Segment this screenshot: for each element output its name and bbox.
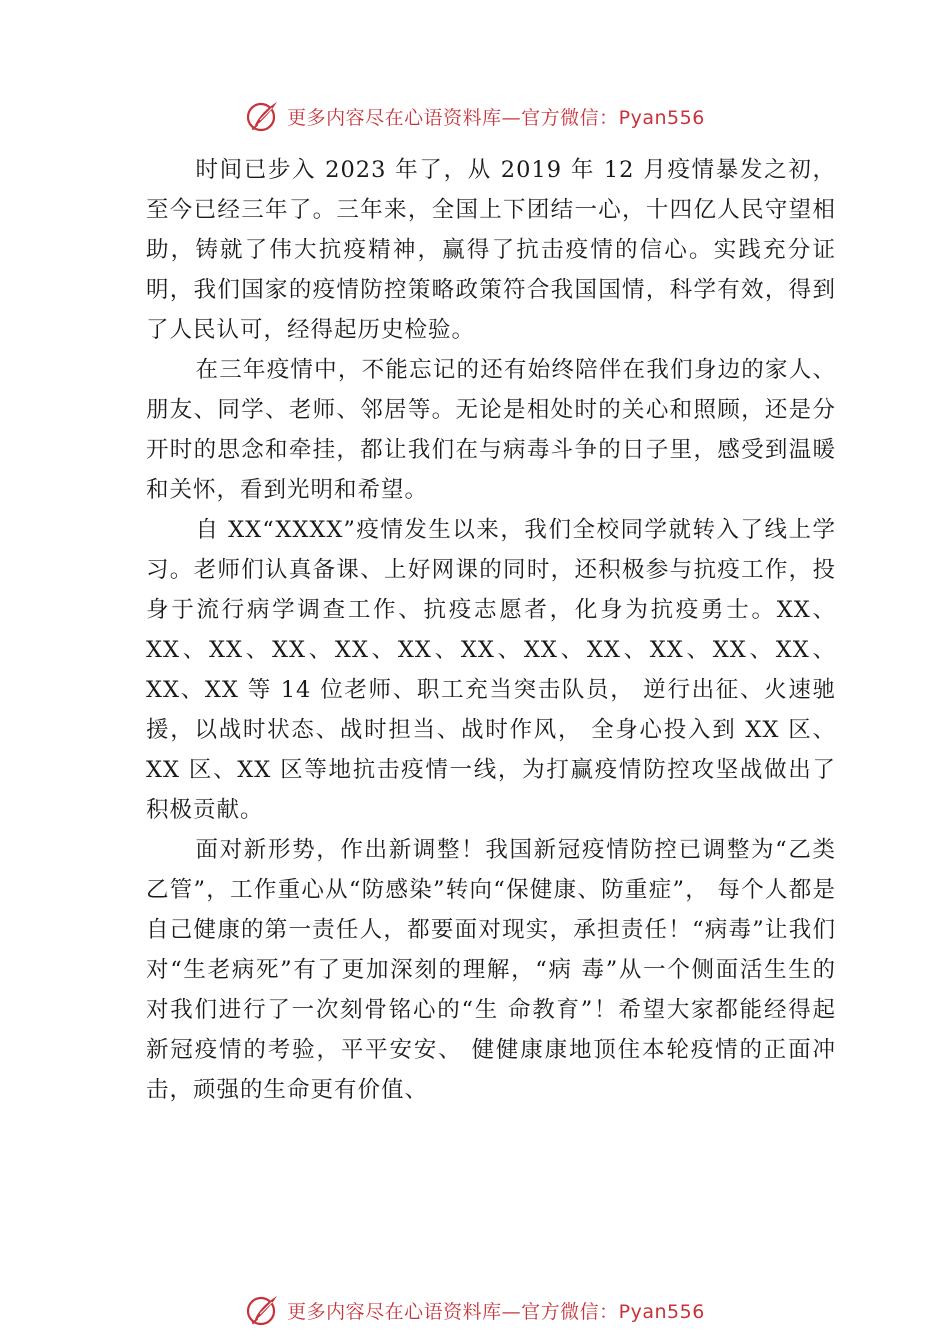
quill-logo-icon — [245, 98, 281, 134]
watermark-account: Pyan556 — [618, 1300, 705, 1323]
watermark-text: 更多内容尽在心语资料库—官方微信：Pyan556 — [287, 1300, 705, 1323]
footer-watermark — [0, 1290, 950, 1330]
quill-logo-icon — [245, 1292, 281, 1328]
document-body — [146, 150, 836, 1110]
watermark-text: 更多内容尽在心语资料库—官方微信：Pyan556 — [287, 106, 705, 129]
paragraph-2: 在三年疫情中，不能忘记的还有始终陪伴在我们身边的家人、朋友、同学、老师、邻居等。无论是相处时的关心和照顾，还是分开时的思念和牵挂，都让我们在与病毒斗争的日子里，感受到温暖和关怀，看到光明和希望。 — [146, 357, 836, 503]
header-watermark — [0, 96, 950, 136]
paragraph-4: 面对新形势，作出新调整！我国新冠疫情防控已调整为“乙类乙管”，工作重心从“防感染”转向“保健康、防重症”， 每个人都是自己健康的第一责任人，都要面对现实，承担责任！“病毒”让我们对“生老病死”有了更加深刻的理解，“病 毒”从一个侧面活生生的对我们进行了一次刻骨铭心的“生 命教育”！希望大家都能经得起新冠疫情的考验，平平安安、 健健康康地顶住本轮疫情的正面冲击，顽强的生命更有价值、 — [146, 837, 836, 1103]
paragraph-3: 自 XX“XXXX”疫情发生以来，我们全校同学就转入了线上学习。老师们认真备课、上好网课的同时，还积极参与抗疫工作，投身于流行病学调查工作、抗疫志愿者，化身为抗疫勇士。XX、XX、XX、XX、XX、XX、XX、XX、XX、XX、XX、XX、XX、XX 等 14 位老师、职工充当突击队员， 逆行出征、火速驰援，以战时状态、战时担当、战时作风， 全身心投入到 XX 区、XX 区、XX 区等地抗击疫情一线，为打赢疫情防控攻坚战做出了积极贡献。 — [146, 517, 836, 823]
paragraph-1: 时间已步入 2023 年了，从 2019 年 12 月疫情暴发之初，至今已经三年了。三年来，全国上下团结一心，十四亿人民守望相助，铸就了伟大抗疫精神，赢得了抗击疫情的信心。实践充分证明，我们国家的疫情防控策略政策符合我国国情，科学有效，得到了人民认可，经得起历史检验。 — [146, 157, 836, 343]
watermark-account: Pyan556 — [618, 106, 705, 129]
